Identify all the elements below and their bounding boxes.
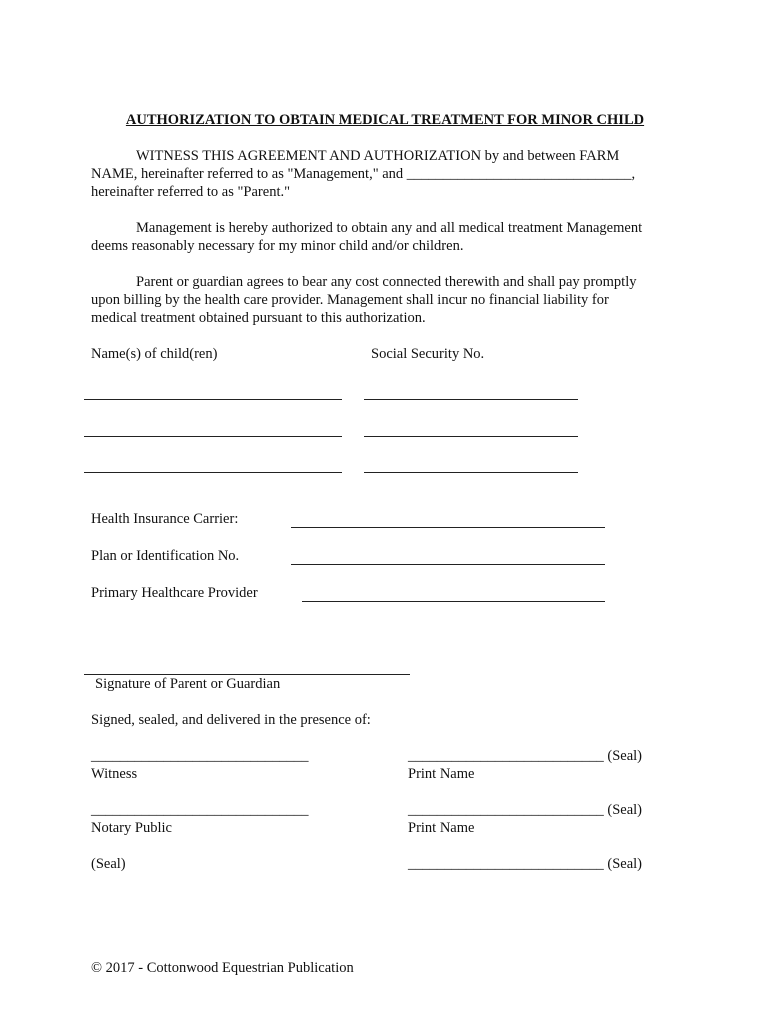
witness-line-3: hereinafter referred to as "Parent." (91, 184, 291, 200)
child-name-field-3[interactable] (84, 472, 342, 473)
ssn-field-2[interactable] (364, 436, 578, 437)
seal-suffix-2: (Seal) (607, 802, 642, 818)
child-name-field-1[interactable] (84, 399, 342, 400)
print-name-blank-1[interactable]: ___________________________ (408, 748, 604, 764)
carrier-label: Health Insurance Carrier: (91, 511, 239, 527)
seal-suffix-1: (Seal) (607, 748, 642, 764)
witness-signature-field[interactable]: ______________________________ (91, 748, 309, 764)
parent-signature-label: Signature of Parent or Guardian (95, 676, 281, 692)
print-name-label-1: Print Name (408, 766, 475, 782)
print-name-field-2[interactable] (408, 802, 642, 819)
provider-label: Primary Healthcare Provider (91, 585, 258, 601)
copyright-footer: © 2017 - Cottonwood Equestrian Publication (91, 960, 354, 976)
print-name-field-1[interactable] (408, 748, 642, 765)
parent-line-1: Parent or guardian agrees to bear any cost connected therewith and shall pay promptly (136, 274, 637, 290)
print-name-blank-2[interactable]: ___________________________ (408, 802, 604, 818)
carrier-field[interactable] (291, 527, 605, 528)
parent-line-3: medical treatment obtained pursuant to this authorization. (91, 310, 426, 326)
print-name-label-2: Print Name (408, 820, 475, 836)
management-line-2: deems reasonably necessary for my minor child and/or children. (91, 238, 464, 254)
notary-signature-field[interactable]: ______________________________ (91, 802, 309, 818)
parent-signature-field[interactable] (84, 674, 410, 675)
witness-line-2: NAME, hereinafter referred to as "Management," and _______________________________, (91, 166, 636, 182)
plan-label: Plan or Identification No. (91, 548, 240, 564)
management-line-1: Management is hereby authorized to obtain any and all medical treatment Management (136, 220, 643, 236)
ssn-header: Social Security No. (371, 346, 485, 362)
provider-field[interactable] (302, 601, 605, 602)
print-name-blank-3[interactable]: ___________________________ (408, 856, 604, 872)
seal-suffix-3: (Seal) (607, 856, 642, 872)
child-name-header: Name(s) of child(ren) (91, 346, 218, 362)
presence-text: Signed, sealed, and delivered in the presence of: (91, 712, 371, 728)
notary-seal-label: (Seal) (91, 856, 126, 872)
print-name-field-3[interactable] (408, 856, 642, 873)
ssn-field-1[interactable] (364, 399, 578, 400)
witness-line-1: WITNESS THIS AGREEMENT AND AUTHORIZATION by and between FARM (136, 148, 620, 164)
notary-label: Notary Public (91, 820, 172, 836)
plan-field[interactable] (291, 564, 605, 565)
document-title: AUTHORIZATION TO OBTAIN MEDICAL TREATMENT FOR MINOR CHILD (125, 112, 645, 128)
parent-line-2: upon billing by the health care provider. Management shall incur no financial liability for (91, 292, 609, 308)
ssn-field-3[interactable] (364, 472, 578, 473)
child-name-field-2[interactable] (84, 436, 342, 437)
witness-label: Witness (91, 766, 138, 782)
